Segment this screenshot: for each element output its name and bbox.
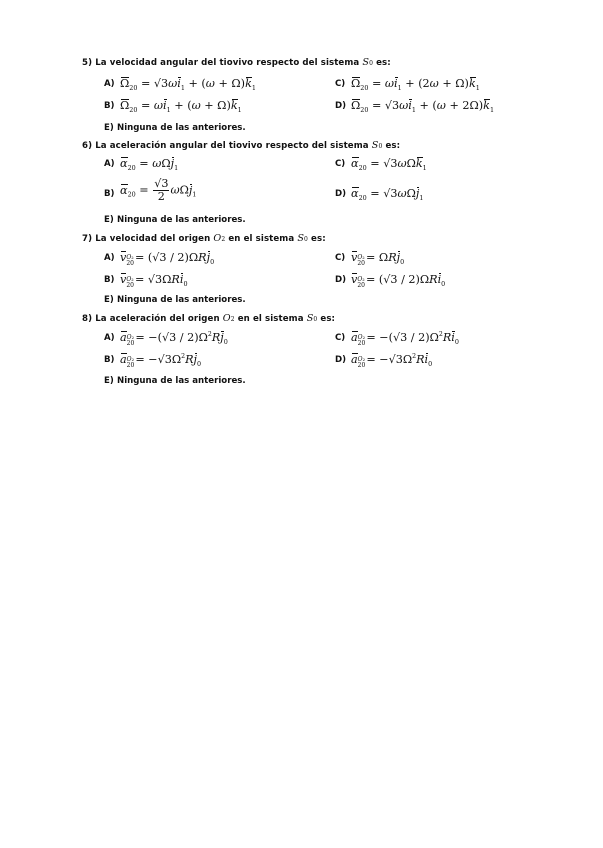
option-formula: v O₂ 20 = ΩRj$_0$: [351, 251, 405, 267]
option-formula: a O₂ 20 = $-√3\Omega^2Rj_0$: [120, 353, 202, 369]
option-formula: $\alpha_{20} = \omega\Omega j_1$: [120, 157, 179, 172]
option-label: E): [104, 295, 114, 305]
option-label: C): [335, 333, 346, 343]
system-symbol: S0: [306, 313, 318, 324]
option-formula: $\alpha_{20} = √3\omega\Omega j_1$: [351, 187, 424, 202]
option-formula: a O₂ 20 = $-√3\Omega^2Ri_0$: [351, 353, 433, 369]
option-label: E): [104, 376, 114, 386]
option-formula: $\Omega_{20} = \omega i_1 + (\omega + \Omega)k_1$: [120, 99, 242, 114]
system-symbol: S0: [371, 140, 383, 151]
system-symbol: S0: [297, 233, 308, 244]
option-label: D): [335, 275, 347, 285]
question-text-end: es:: [307, 234, 326, 244]
option-label: E): [104, 215, 114, 225]
option-label: A): [104, 159, 115, 169]
option-formula: v O₂ 20 = (√3 / 2)ΩRi$_0$: [351, 273, 446, 289]
option-text: Ninguna de las anteriores.: [117, 376, 246, 386]
question-text-end: es:: [382, 141, 401, 151]
option-label: C): [335, 79, 346, 89]
option-label: A): [104, 333, 115, 343]
origin-symbol: O2: [222, 313, 235, 324]
option-label: A): [104, 79, 115, 89]
option-formula: a O₂ 20 = $-(√3 / 2)\Omega^2Rj_0$: [120, 331, 228, 347]
question-text: 6) La aceleración angular del tiovivo respecto del sistema: [82, 141, 372, 151]
option-label: E): [104, 123, 114, 133]
question-text-mid: en el sistema: [225, 234, 298, 244]
option-formula: $\alpha_{20} = √3\omega\Omega k_1$: [351, 157, 427, 172]
option-label: C): [335, 253, 346, 263]
option-label: C): [335, 159, 346, 169]
option-formula: v O₂ 20 = (√3 / 2)ΩRj$_0$: [120, 251, 215, 267]
question-5-prompt: [82, 57, 391, 68]
question-text-end: es:: [317, 314, 336, 324]
option-formula: $\alpha_{20}$ = $\frac{√3}{2}$ ωΩj$_1$: [120, 177, 197, 203]
option-label: B): [104, 101, 115, 111]
option-formula: a O₂ 20 = $-(√3 / 2)\Omega^2Ri_0$: [351, 331, 459, 347]
question-8-prompt: [82, 313, 335, 324]
origin-symbol: O2: [213, 233, 226, 244]
option-formula: v O₂ 20 = √3ΩRi$_0$: [120, 273, 188, 289]
question-7-prompt: [82, 233, 326, 244]
option-label: B): [104, 189, 115, 199]
option-label: B): [104, 355, 115, 365]
option-formula: $\Omega_{20} = √3\omega i_1 + (\omega + 2\Omega)k_1$: [351, 99, 495, 114]
question-text-mid: en el sistema: [234, 314, 307, 324]
system-symbol: S0: [362, 57, 374, 68]
option-label: D): [335, 189, 347, 199]
option-formula: $\Omega_{20} = \omega i_1 + (2\omega + \Omega)k_1$: [351, 77, 480, 92]
option-text: Ninguna de las anteriores.: [117, 295, 246, 305]
question-text: 7) La velocidad del origen: [82, 234, 214, 244]
question-6-prompt: [82, 140, 400, 151]
question-text: 8) La aceleración del origen: [82, 314, 223, 324]
option-text: Ninguna de las anteriores.: [117, 215, 246, 225]
option-label: D): [335, 355, 347, 365]
option-label: A): [104, 253, 115, 263]
option-text: Ninguna de las anteriores.: [117, 123, 246, 133]
option-formula: $\Omega_{20} = √3\omega i_1 + (\omega + \Omega)k_1$: [120, 77, 256, 92]
option-label: B): [104, 275, 115, 285]
question-text-end: es:: [373, 58, 391, 68]
option-label: D): [335, 101, 347, 111]
question-text: 5) La velocidad angular del tiovivo respecto del sistema: [82, 58, 363, 68]
